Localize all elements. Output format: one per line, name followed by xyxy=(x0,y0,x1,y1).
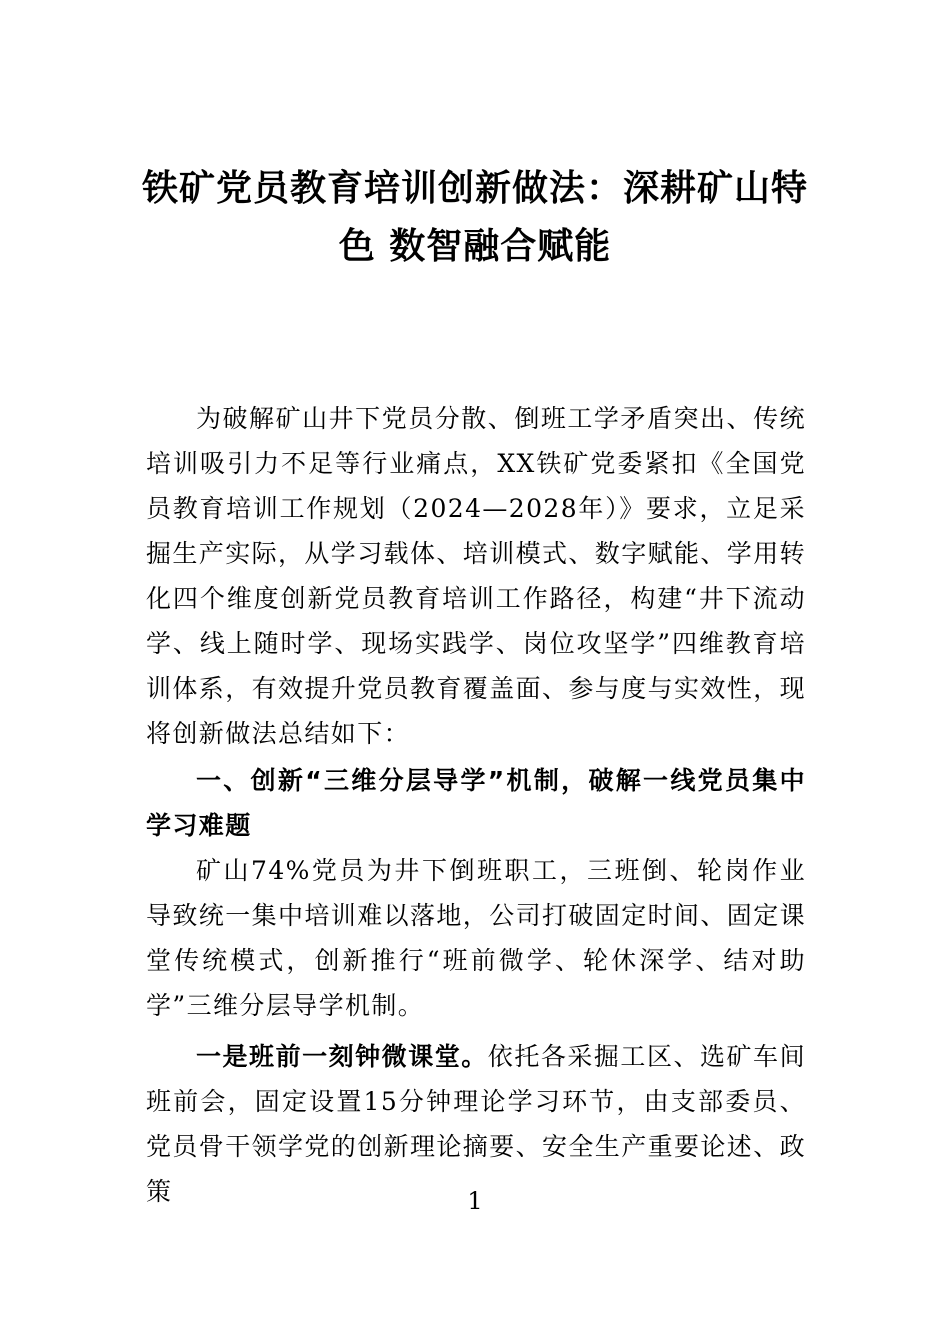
section-heading-1: 一、创新“三维分层导学”机制，破解一线党员集中学习难题 xyxy=(146,766,806,840)
subsection-lead: 一是班前一刻钟微课堂。 xyxy=(196,1042,488,1071)
page-number: 1 xyxy=(467,1187,483,1215)
title-line-1: 铁矿党员教育培训创新做法：深耕矿山特 xyxy=(141,168,808,209)
intro-paragraph: 为破解矿山井下党员分散、倒班工学矛盾突出、传统培训吸引力不足等行业痛点，XX铁矿党委紧扣《全国党员教育培训工作规划（2024—2028年）》要求，立足采掘生产实际，从学习载体、培训模式、数字赋能、学用转化四个维度创新党员教育培训工作路径，构建“井下流动学、线上随时学、现场实践学、岗位攻坚学”四维教育培训体系，有效提升党员教育覆盖面、参与度与实效性，现将创新做法总结如下： xyxy=(146,404,807,748)
subsection-text: 依托各采掘工区、选矿车间班前会，固定设置15分钟理论学习环节，由支部委员、党员骨干领学党的创新理论摘要、安全生产重要论述、政策 xyxy=(146,1042,807,1206)
document-body xyxy=(146,396,806,1214)
title-line-2: 色 数智融合赋能 xyxy=(338,226,612,267)
document-title xyxy=(140,160,810,276)
section-1-paragraph: 矿山74%党员为井下倒班职工，三班倒、轮岗作业导致统一集中培训难以落地，公司打破固定时间、固定课堂传统模式，创新推行“班前微学、轮休深学、结对助学”三维分层导学机制。 xyxy=(146,856,807,1020)
